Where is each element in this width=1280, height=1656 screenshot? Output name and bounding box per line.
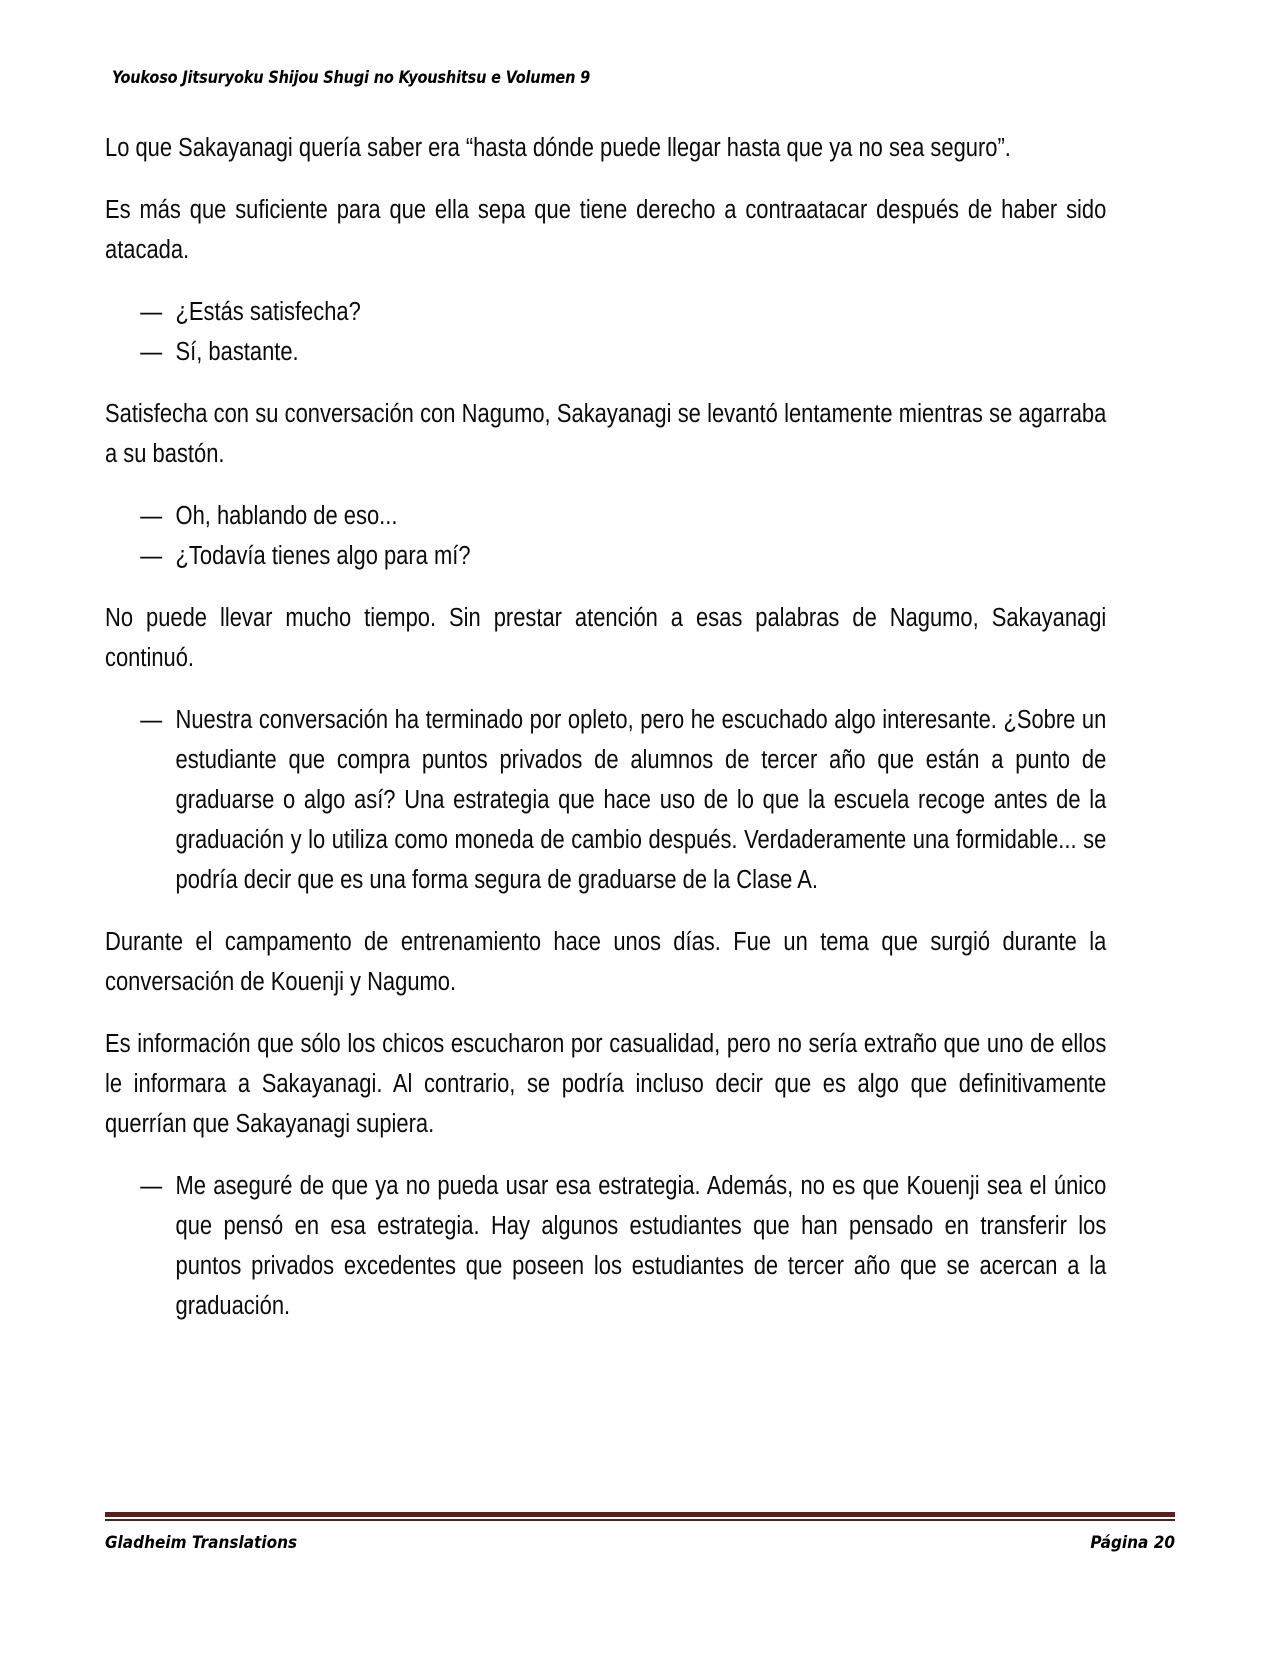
dialogue-text: ¿Todavía tienes algo para mí? (175, 542, 471, 570)
dialogue-block (105, 700, 1107, 900)
em-dash-marker: — (140, 298, 163, 326)
body-paragraph: Durante el campamento de entrenamiento hace unos días. Fue un tema que surgió durante la conversación de Kouenji y Nagumo. (105, 928, 1107, 996)
dialogue-text: ¿Estás satisfecha? (175, 298, 361, 326)
footer-rule-thin (105, 1519, 1175, 1521)
footer-page-number: Página 20 (1090, 1533, 1175, 1553)
dialogue-line (105, 536, 1106, 576)
body-paragraph: Es información que sólo los chicos escucharon por casualidad, pero no sería extraño que uno de ellos le informara a Sakayanagi. Al contrario, se podría incluso decir que es algo que definitivamente querrían que Sakayanagi supiera. (105, 1030, 1107, 1138)
body-paragraph: Lo que Sakayanagi quería saber era “hasta dónde puede llegar hasta que ya no sea seguro”. (105, 134, 1011, 162)
dialogue-line (105, 496, 1106, 536)
dialogue-text: Sí, bastante. (175, 338, 299, 366)
body-paragraph: Es más que suficiente para que ella sepa que tiene derecho a contraatacar después de haber sido atacada. (105, 196, 1107, 264)
dialogue-line (105, 332, 1106, 372)
em-dash-marker: — (140, 1172, 163, 1200)
footer-translator-credit: Gladheim Translations (105, 1533, 298, 1553)
dialogue-text: Nuestra conversación ha terminado por opleto, pero he escuchado algo interesante. ¿Sobre un estudiante que compra puntos privados de alumnos de tercer año que están a punto de graduarse o algo así? Una estrategia que hace uso de lo que la escuela recoge antes de la graduación y lo utiliza como moneda de cambio después. Verdaderamente una formidable... se podría decir que es una forma segura de graduarse de la Clase A. (175, 706, 1107, 894)
em-dash-marker: — (140, 542, 163, 570)
dialogue-block (105, 1166, 1107, 1326)
em-dash-marker: — (140, 502, 163, 530)
dialogue-line (105, 292, 1106, 332)
footer-row (105, 1533, 1175, 1553)
document-body (105, 128, 1107, 1348)
dialogue-text: Oh, hablando de eso... (175, 502, 398, 530)
em-dash-marker: — (140, 706, 163, 734)
dialogue-line (105, 700, 1106, 900)
dialogue-block (105, 292, 1107, 372)
dialogue-block (105, 496, 1107, 576)
page-footer (105, 1512, 1175, 1572)
dialogue-text: Me aseguré de que ya no pueda usar esa estrategia. Además, no es que Kouenji sea el único que pensó en esa estrategia. Hay algunos estudiantes que han pensado en transferir los puntos privados excedentes que poseen los estudiantes de tercer año que se acercan a la graduación. (175, 1172, 1107, 1320)
header-title: Youkoso Jitsuryoku Shijou Shugi no Kyoushitsu e Volumen 9 (112, 68, 591, 87)
body-paragraph: Satisfecha con su conversación con Nagumo, Sakayanagi se levantó lentamente mientras se agarraba a su bastón. (105, 400, 1107, 468)
em-dash-marker: — (140, 338, 163, 366)
page-header (112, 68, 1112, 94)
dialogue-line (105, 1166, 1106, 1326)
body-paragraph: No puede llevar mucho tiempo. Sin prestar atención a esas palabras de Nagumo, Sakayanagi continuó. (105, 604, 1107, 672)
